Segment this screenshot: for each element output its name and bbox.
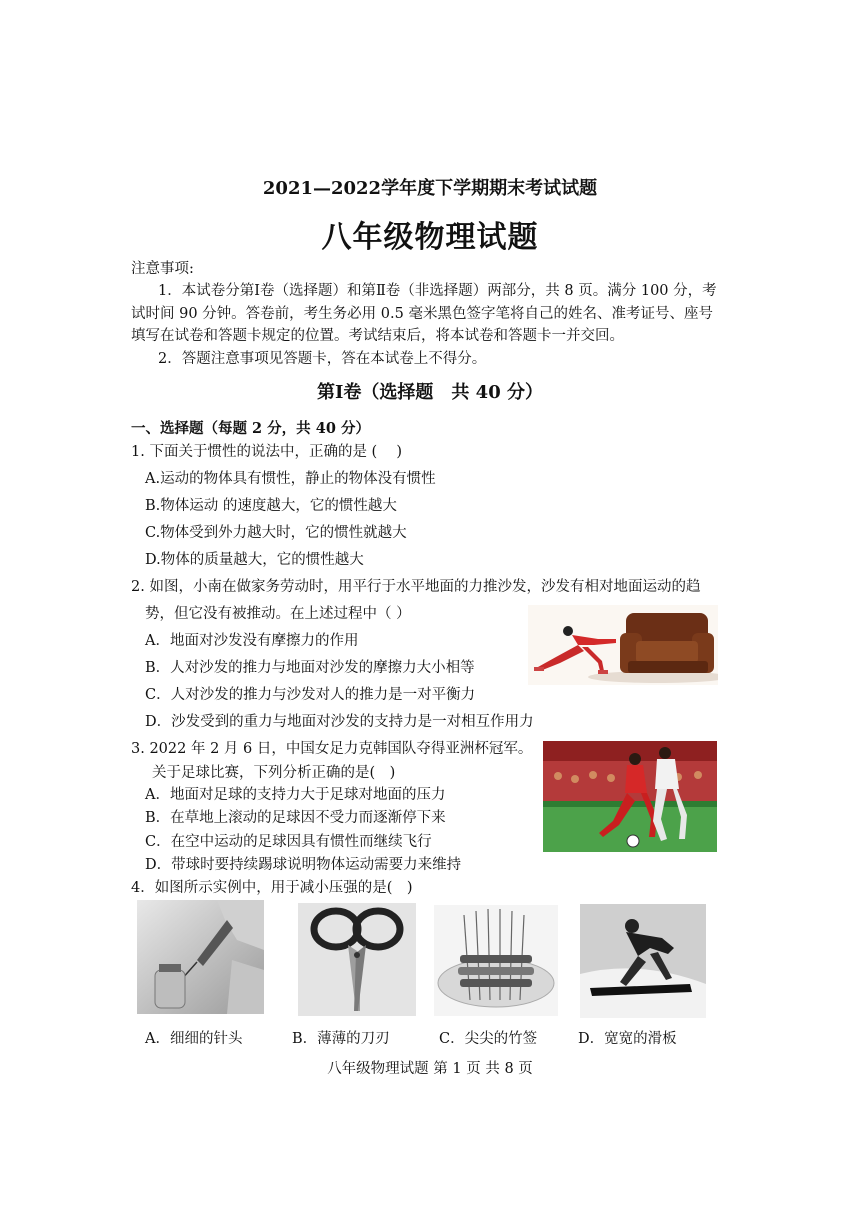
image-caption: C．尖尖的竹签	[439, 1031, 538, 1047]
question-stem: 3. 2022 年 2 月 6 日，中国女足力克韩国队夺得亚洲杯冠军。	[131, 741, 533, 757]
option: D.物体的质量越大，它的惯性越大	[145, 552, 364, 568]
image-caption: A．细细的针头	[145, 1031, 243, 1047]
soccer-photo	[543, 741, 717, 852]
option: A．地面对沙发没有摩擦力的作用	[145, 633, 359, 649]
option: A．地面对足球的支持力大于足球对地面的压力	[145, 787, 446, 803]
option: A.运动的物体具有惯性，静止的物体没有惯性	[145, 471, 436, 487]
image-caption: B．薄薄的刀刃	[292, 1031, 390, 1047]
skewers-photo	[434, 905, 558, 1016]
option: B．在草地上滚动的足球因不受力而逐渐停下来	[145, 810, 446, 826]
section-title: 第Ⅰ卷（选择题 共 40 分）	[316, 382, 543, 403]
option: C.物体受到外力越大时，它的惯性就越大	[145, 525, 407, 541]
question-stem: 势，但它没有被推动。在上述过程中（ ）	[145, 606, 411, 622]
needle-photo	[137, 900, 264, 1014]
page-footer: 八年级物理试题 第 1 页 共 8 页	[327, 1061, 533, 1077]
part-heading: 一、选择题（每题 2 分，共 40 分）	[131, 420, 370, 437]
notice-line: 1．本试卷分第Ⅰ卷（选择题）和第Ⅱ卷（非选择题）两部分，共 8 页。满分 100 分，考	[158, 283, 717, 299]
option: D．带球时要持续踢球说明物体运动需要力来维持	[145, 857, 462, 873]
option: C．在空中运动的足球因具有惯性而继续飞行	[145, 834, 432, 850]
image-caption: D．宽宽的滑板	[578, 1031, 677, 1047]
question-stem: 1. 下面关于惯性的说法中，正确的是 ( )	[131, 444, 402, 460]
page-title: 八年级物理试题	[321, 220, 539, 255]
notice-line: 试时间 90 分钟。答卷前，考生务必用 0.5 毫米黑色签字笔将自己的姓名、准考证号、座号	[131, 306, 713, 322]
snowboard-photo	[580, 904, 706, 1018]
question-stem: 2. 如图，小南在做家务劳动时，用平行于水平地面的力推沙发，沙发有相对地面运动的趋	[131, 579, 701, 595]
notice-line: 填写在试卷和答题卡规定的位置。考试结束后，将本试卷和答题卡一并交回。	[131, 328, 624, 344]
scissors-photo	[298, 903, 416, 1016]
sofa-push-photo	[528, 605, 718, 685]
option: B．人对沙发的推力与地面对沙发的摩擦力大小相等	[145, 660, 475, 676]
option: B.物体运动 的速度越大，它的惯性越大	[145, 498, 397, 514]
notice-heading: 注意事项:	[131, 261, 194, 277]
notice-line: 2．答题注意事项见答题卡，答在本试卷上不得分。	[158, 351, 487, 367]
question-stem: 关于足球比赛，下列分析正确的是( )	[152, 765, 396, 781]
question-stem: 4．如图所示实例中，用于减小压强的是( )	[131, 880, 413, 896]
option: D．沙发受到的重力与地面对沙发的支持力是一对相互作用力	[145, 714, 534, 730]
option: C．人对沙发的推力与沙发对人的推力是一对平衡力	[145, 687, 476, 703]
exam-subtitle: 2021—2022学年度下学期期末考试试题	[262, 178, 598, 199]
